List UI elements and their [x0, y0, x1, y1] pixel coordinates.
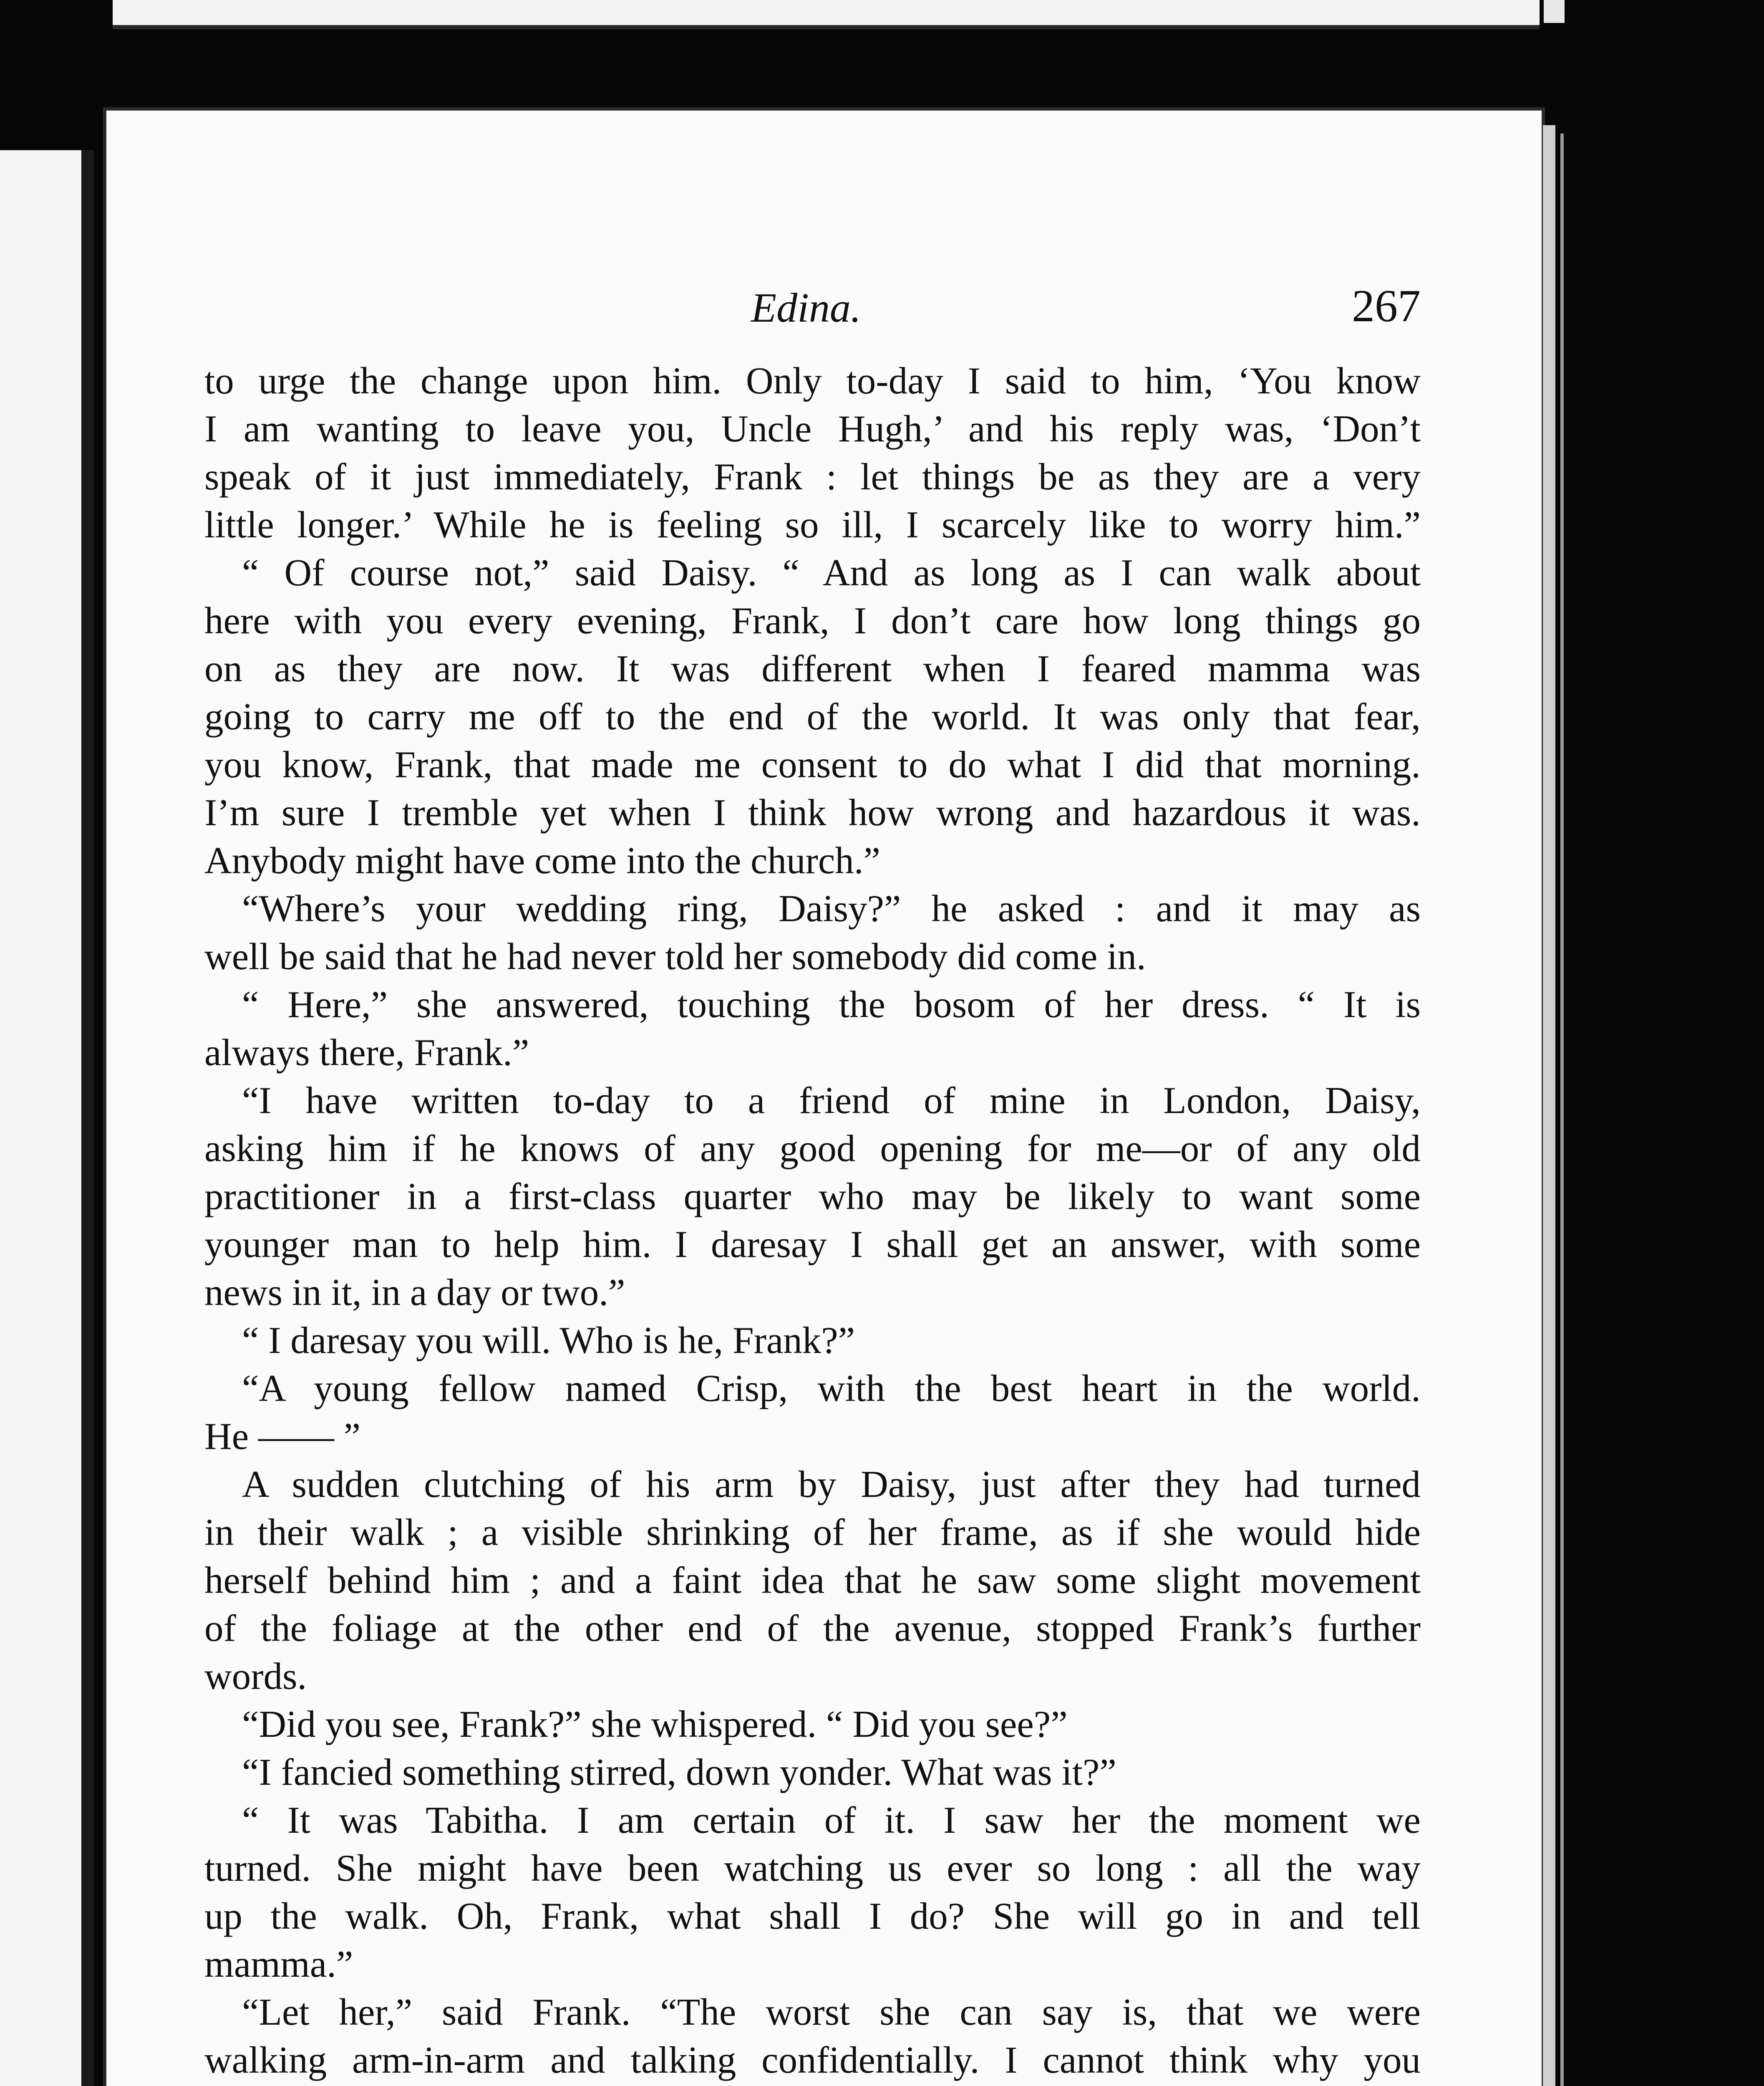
- text-line: “ I daresay you will. Who is he, Frank?”: [242, 1319, 855, 1361]
- text-line: up the walk. Oh, Frank, what shall I do? She will go in and tell: [204, 1895, 1421, 1937]
- text-line: news in it, in a day or two.”: [204, 1271, 625, 1313]
- page-number: 267: [1352, 280, 1421, 331]
- body-text: [204, 357, 1421, 2086]
- text-line: [204, 2084, 1421, 2086]
- text-line: “I have written to-day to a friend of mine in London, Daisy,: [242, 1079, 1421, 1121]
- text-line: A sudden clutching of his arm by Daisy, just after they had turned: [242, 1463, 1421, 1505]
- text-line: here with you every evening, Frank, I don’t care how long things go: [204, 600, 1421, 642]
- text-line: asking him if he knows of any good opening for me—or of any old: [204, 1127, 1421, 1169]
- running-head: Edina.: [751, 285, 861, 331]
- text-line: He —— ”: [204, 1415, 360, 1457]
- text-line: well be said that he had never told her somebody did come in.: [204, 935, 1146, 977]
- text-line: younger man to help him. I daresay I shall get an answer, with some: [204, 1223, 1421, 1265]
- text-line: mamma.”: [204, 1943, 353, 1985]
- text-line: “Did you see, Frank?” she whispered. “ Did you see?”: [242, 1703, 1068, 1745]
- text-line: “ Of course not,” said Daisy. “ And as long as I can walk about: [242, 552, 1421, 594]
- page-edge-line: [1560, 134, 1564, 2086]
- text-line: “A young fellow named Crisp, with the best heart in the world.: [242, 1367, 1421, 1409]
- page-corner: [1544, 0, 1565, 23]
- text-line: herself behind him ; and a faint idea that he saw some slight movement: [204, 1559, 1421, 1601]
- text-line: I am wanting to leave you, Uncle Hugh,’ and his reply was, ‘Don’t: [204, 408, 1421, 450]
- page-edge-shadow: [113, 25, 1540, 29]
- text-line: on as they are now. It was different when I feared mamma was: [204, 647, 1421, 690]
- text-line: going to carry me off to the end of the world. It was only that fear,: [204, 695, 1421, 738]
- text-line: walking arm-in-arm and talking confidentially. I cannot think why you: [204, 2039, 1421, 2081]
- text-line: you know, Frank, that made me consent to do what I did that morning.: [204, 743, 1421, 786]
- text-line: Anybody might have come into the church.”: [204, 839, 880, 882]
- text-line: always there, Frank.”: [204, 1031, 529, 1073]
- text-line: “ It was Tabitha. I am certain of it. I saw her the moment we: [242, 1799, 1421, 1841]
- book-gutter: [81, 150, 94, 2086]
- text-line: I’m sure I tremble yet when I think how wrong and hazardous it was.: [204, 791, 1421, 834]
- text-line: “ Here,” she answered, touching the bosom of her dress. “ It is: [242, 983, 1421, 1025]
- text-line: “I fancied something stirred, down yonder. What was it?”: [242, 1751, 1116, 1793]
- text-line: speak of it just immediately, Frank : let things be as they are a very: [204, 456, 1421, 498]
- text-line: in their walk ; a visible shrinking of her frame, as if she would hide: [204, 1511, 1421, 1553]
- text-line: turned. She might have been watching us ever so long : all the way: [204, 1847, 1421, 1889]
- adjacent-page-top: [113, 0, 1540, 29]
- text-line: to urge the change upon him. Only to-day I said to him, ‘You know: [204, 360, 1421, 402]
- text-line: “Where’s your wedding ring, Daisy?” he asked : and it may as: [242, 887, 1421, 930]
- page-edge: [1543, 125, 1555, 2086]
- text-line: “Let her,” said Frank. “The worst she can say is, that we were: [242, 1991, 1421, 2033]
- text-line: of the foliage at the other end of the avenue, stopped Frank’s further: [204, 1607, 1421, 1649]
- text-line: words.: [204, 1655, 307, 1697]
- text-line: little longer.’ While he is feeling so ill, I scarcely like to worry him.”: [204, 504, 1421, 546]
- text-line: practitioner in a first-class quarter who may be likely to want some: [204, 1175, 1421, 1217]
- adjacent-page-left: [0, 150, 86, 2086]
